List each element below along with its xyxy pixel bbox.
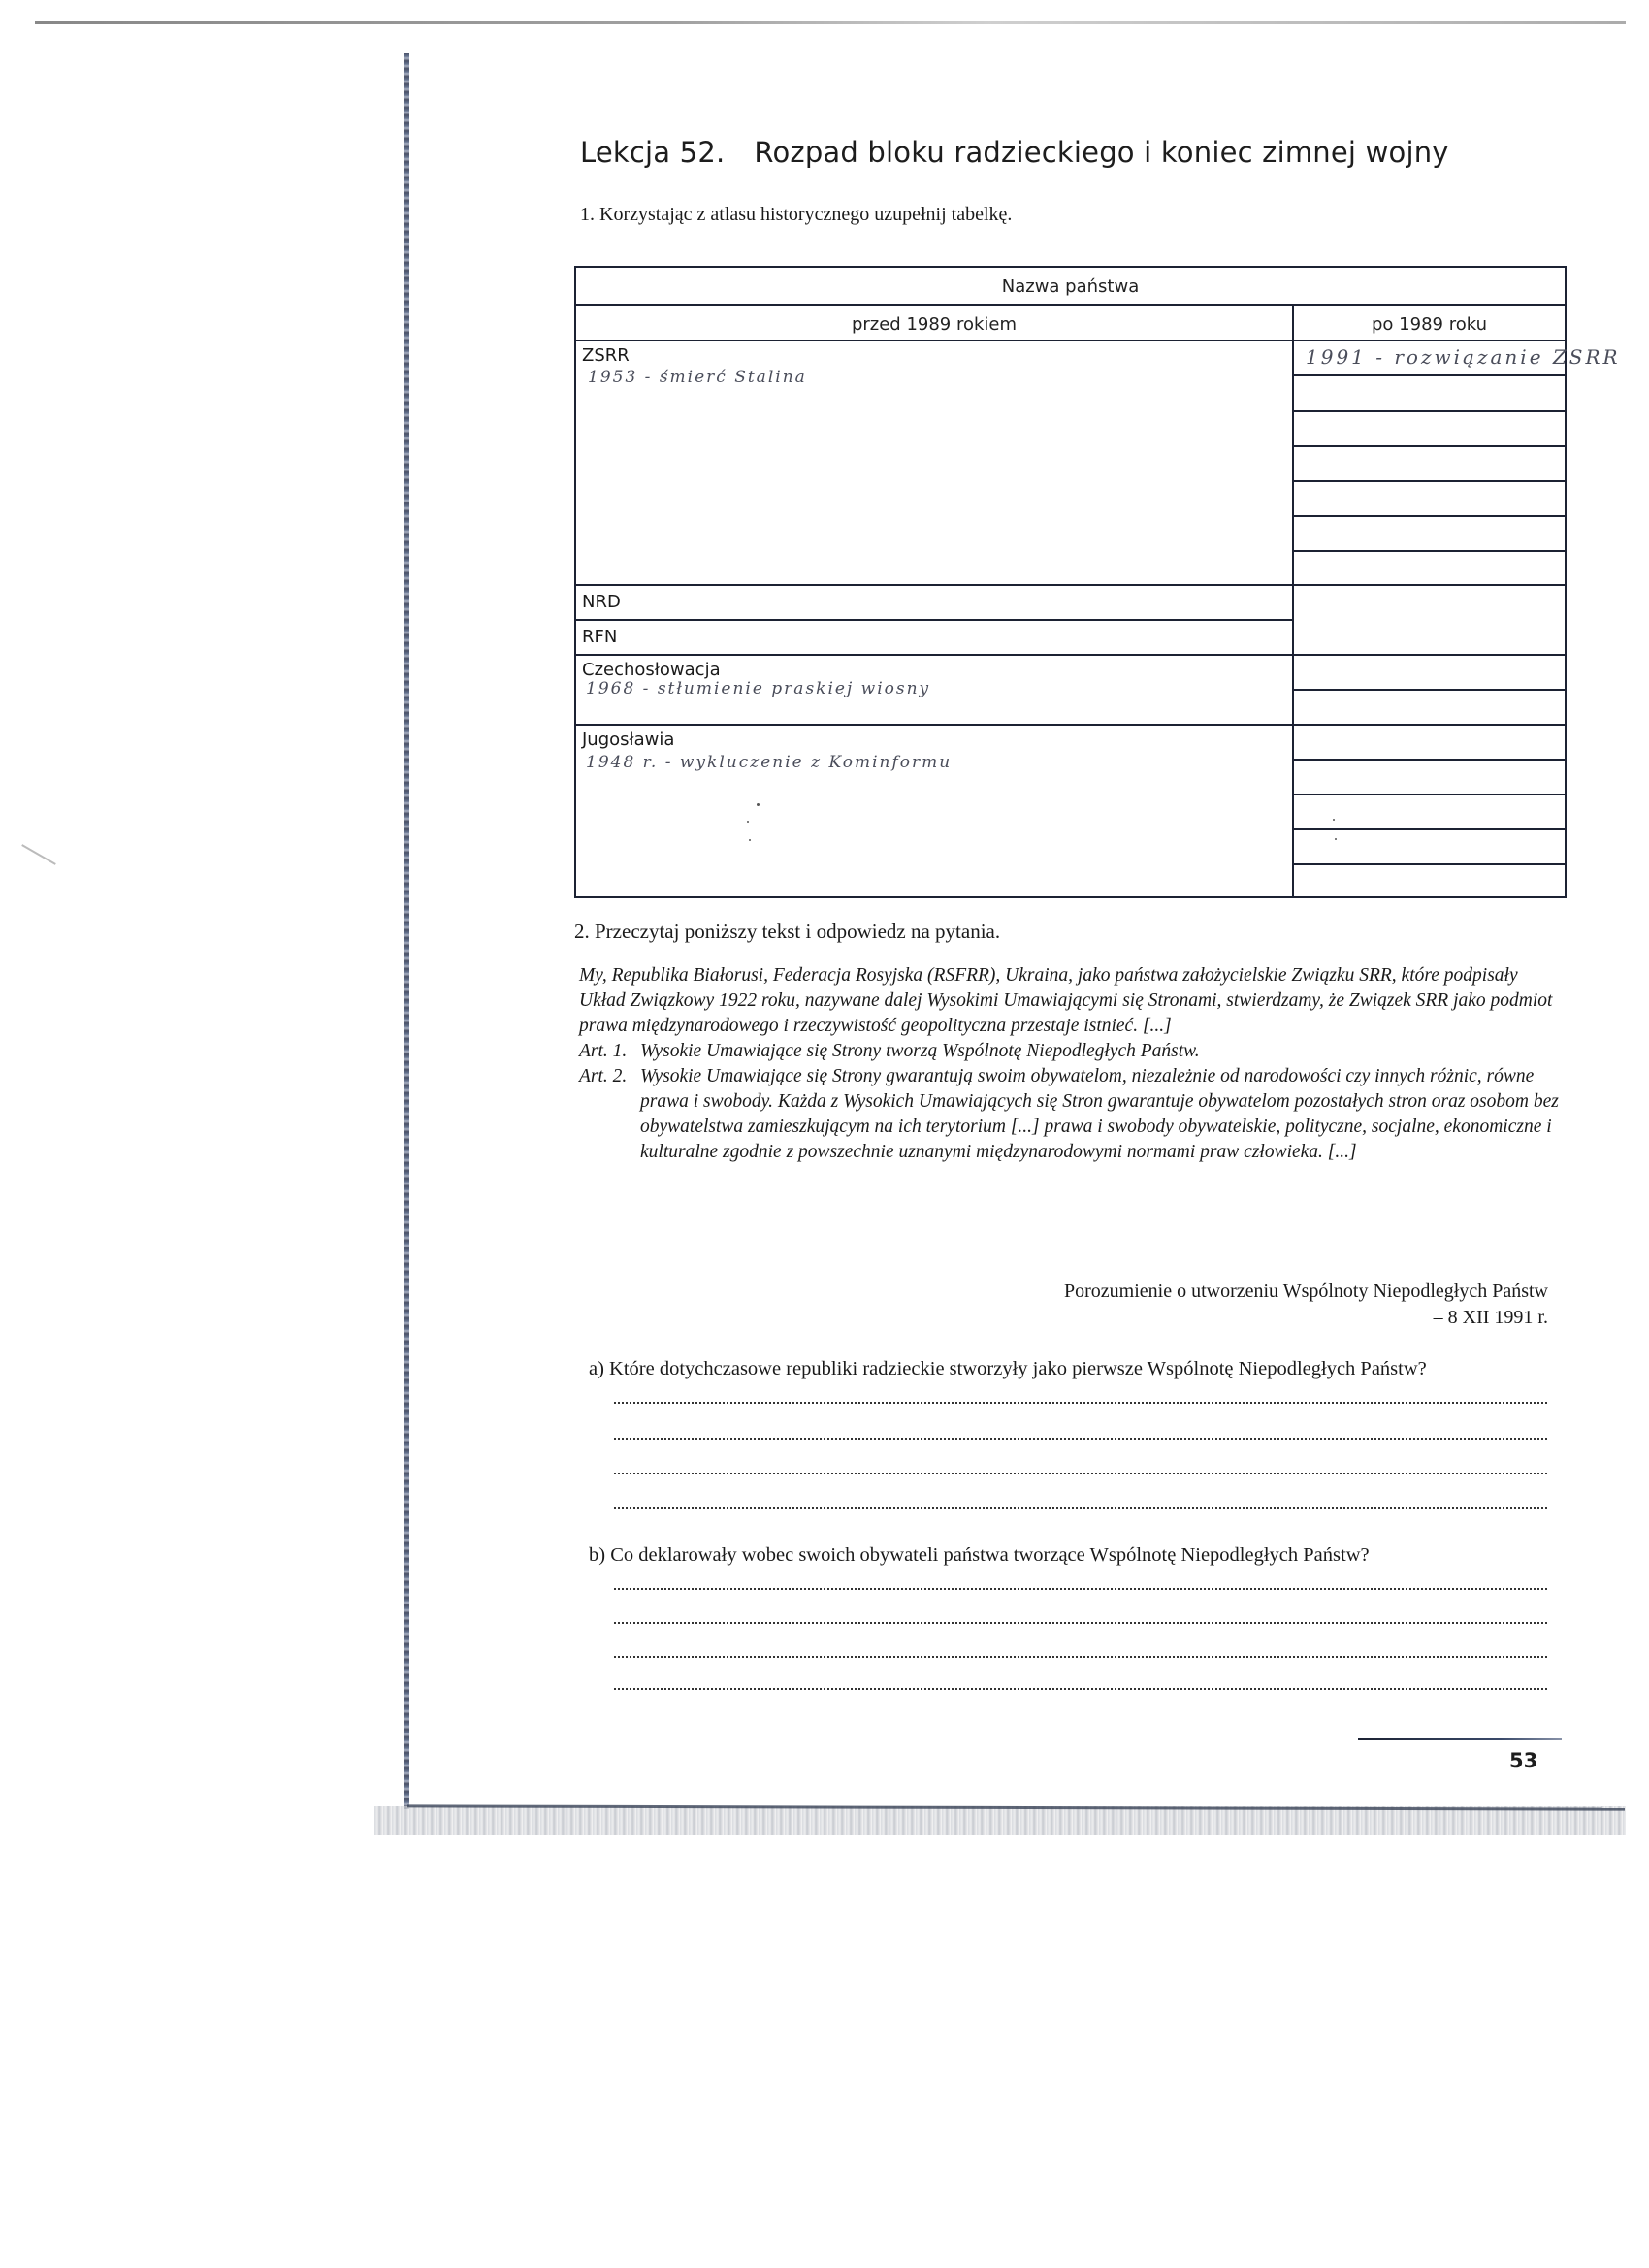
handwritten-answer: 1953 - śmierć Stalina [588, 368, 807, 387]
table-line [576, 619, 1292, 621]
page-number-rule [1358, 1738, 1562, 1740]
answer-row-line [1294, 724, 1565, 726]
answer-row-line [1294, 584, 1565, 586]
answer-row-line [1294, 794, 1565, 795]
country-zsrr: ZSRR [582, 345, 630, 366]
source-quote [579, 963, 1568, 1165]
scan-bottom-edge [374, 1806, 1626, 1835]
answer-line-b3[interactable] [614, 1654, 1547, 1658]
answer-row-line [1294, 550, 1565, 552]
answer-line-a1[interactable] [614, 1400, 1547, 1404]
binding-strip [404, 53, 409, 1809]
answer-line-a4[interactable] [614, 1506, 1547, 1509]
table-header-before: przed 1989 rokiem [851, 313, 1018, 335]
stray-mark [749, 839, 751, 841]
answer-line-b4[interactable] [614, 1686, 1547, 1690]
stray-mark [757, 803, 760, 806]
table-line [576, 304, 1565, 306]
task2-instruction: 2. Przeczytaj poniższy tekst i odpowiedz na pytania. [574, 920, 1001, 943]
stray-mark [1333, 819, 1335, 821]
answer-row-line [1294, 515, 1565, 517]
lesson-title [580, 136, 1449, 169]
source-title: Porozumienie o utworzeniu Wspólnoty Niepodległych Państw [1064, 1280, 1548, 1302]
answer-line-b2[interactable] [614, 1620, 1547, 1624]
handwritten-answer: 1991 - rozwiązanie ZSRR [1306, 345, 1621, 369]
lesson-number: Lekcja 52. [580, 136, 726, 169]
quote-article-2 [579, 1064, 1568, 1165]
column-divider [1292, 304, 1294, 896]
answer-row-line [1294, 445, 1565, 447]
task1-instruction: 1. Korzystając z atlasu historycznego uzupełnij tabelkę. [580, 204, 1013, 225]
answer-row-line [1294, 828, 1565, 830]
table-line [576, 584, 1292, 586]
quote-intro: My, Republika Białorusi, Federacja Rosyjska (RSFRR), Ukraina, jako państwa założycielskie Związku SRR, które podpisały Układ Związkowy 1922 roku, nazywane dalej Wysokimi Umawiającymi się Stronami, stwierdzamy, że Związek SRR jako podmiot prawa międzynarodowego i rzeczywistość geopolityczna przestaje istnieć. [...] [579, 965, 1553, 1036]
answer-row-line [1294, 480, 1565, 482]
answer-row-line [1294, 654, 1565, 656]
article-text: Wysokie Umawiające się Strony tworzą Wspólnotę Niepodległych Państw. [640, 1041, 1200, 1061]
table-header-main: Nazwa państwa [1001, 275, 1140, 297]
scan-mark [21, 844, 56, 865]
country-yugoslavia: Jugosławia [582, 729, 675, 750]
table-line [576, 724, 1292, 726]
article-text: Wysokie Umawiające się Strony gwarantują swoim obywatelom, niezależnie od narodowości czy innych różnic, równe prawa i swobody. Każda z Wysokich Umawiających się Stron gwarantuje obywatelom pozostałych stron oraz osobom bez obywatelstwa zamieszkującym na ich terytorium [...] prawa i swobody obywatelskie, polityczne, socjalne, ekonomiczne i kulturalne zgodnie z powszechnie uznanymi międzynarodowymi normami praw człowieka. [...] [640, 1066, 1559, 1162]
handwritten-answer: 1948 r. - wykluczenie z Kominformu [586, 753, 953, 772]
table-line [576, 654, 1292, 656]
question-b: b) Co deklarowały wobec swoich obywateli państwa tworzące Wspólnotę Niepodległych Państw? [589, 1544, 1370, 1566]
quote-source [1064, 1279, 1548, 1331]
table-line [576, 340, 1565, 341]
stray-mark [747, 821, 749, 823]
answer-row-line [1294, 410, 1565, 412]
stray-mark [1335, 838, 1337, 840]
lesson-title-text: Rozpad bloku radzieckiego i koniec zimnej wojny [754, 136, 1449, 169]
country-nrd: NRD [582, 592, 621, 612]
country-rfn: RFN [582, 627, 618, 647]
handwritten-answer: 1968 - stłumienie praskiej wiosny [586, 679, 931, 698]
article-label: Art. 2. [579, 1066, 628, 1086]
answer-row-line [1294, 759, 1565, 761]
answer-line-b1[interactable] [614, 1586, 1547, 1590]
answer-line-a2[interactable] [614, 1436, 1547, 1440]
question-a: a) Które dotychczasowe republiki radzieckie stworzyły jako pierwsze Wspólnotę Niepodległych Państw? [589, 1358, 1427, 1379]
answer-row-line [1294, 374, 1565, 376]
scan-top-edge [35, 21, 1626, 24]
source-date: – 8 XII 1991 r. [1433, 1307, 1548, 1328]
countries-table [574, 266, 1621, 898]
quote-article-1 [579, 1039, 1568, 1064]
country-czechoslovakia: Czechosłowacja [582, 660, 721, 680]
page-number: 53 [1509, 1749, 1538, 1772]
answer-line-a3[interactable] [614, 1471, 1547, 1474]
answer-row-line [1294, 863, 1565, 865]
answer-row-line [1294, 689, 1565, 691]
article-label: Art. 1. [579, 1041, 628, 1061]
table-header-after: po 1989 roku [1372, 313, 1487, 335]
